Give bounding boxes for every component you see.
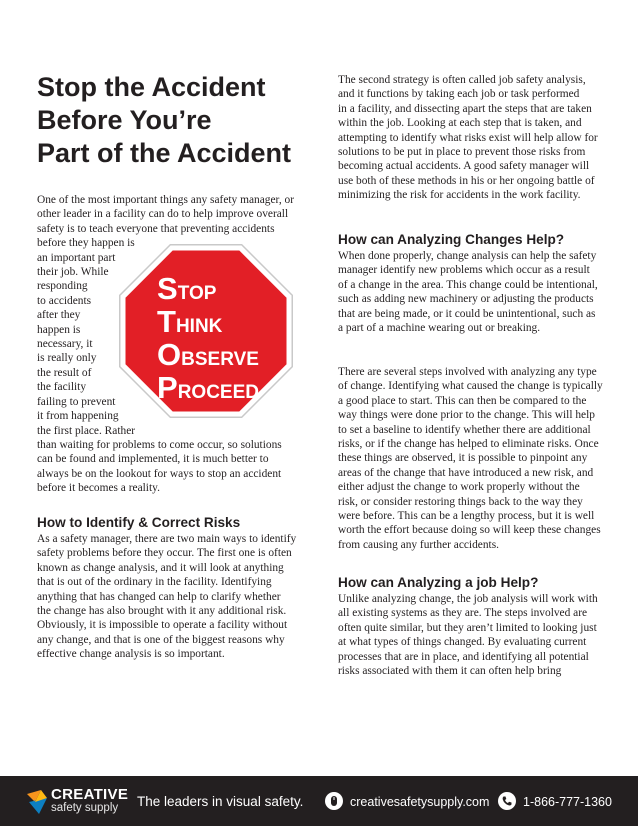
text-line: happen is	[37, 323, 81, 336]
text-line: always be on the lookout for ways to stop an accident	[37, 467, 282, 480]
text-line: of a change in the area. This change could be intentional,	[338, 278, 598, 291]
text-line: that is out of the ordinary in the facility. Identifying	[37, 576, 272, 589]
text-line: known as change analysis, and it will look at anything	[37, 561, 284, 574]
text-line: their job. While	[37, 266, 109, 279]
text-line: of change. Identifying what caused the change is typically	[338, 380, 603, 393]
text-line: any change, and that is one of the biggest reasons why	[37, 633, 285, 646]
text-line: other leader in a facility can do to help improve overall	[37, 208, 289, 221]
analyzing-changes-paragraph-1	[338, 249, 610, 335]
page-title	[37, 71, 317, 170]
text-line: way things were done prior to the change. This will help	[338, 409, 595, 422]
text-line: often quite similar, but they aren’t limited to looking just	[338, 621, 597, 634]
text-line: an important part	[37, 251, 116, 264]
stop-sign-initial: T	[157, 304, 176, 339]
analyzing-job-paragraph	[338, 592, 610, 678]
text-line: such as adding new machinery or adjusting the products	[338, 293, 594, 306]
text-line: necessary, it	[37, 338, 93, 351]
section-heading-analyzing-changes: How can Analyzing Changes Help?	[338, 232, 565, 247]
text-line: responding	[37, 280, 88, 293]
stop-sign-rest: TOP	[177, 283, 217, 304]
text-line: Unlike analyzing change, the job analysis will work with	[338, 593, 598, 605]
section-heading-identify-risks: How to Identify & Correct Risks	[37, 515, 241, 530]
text-line: When done properly, change analysis can help the safety	[338, 250, 597, 262]
brand-subtitle: safety supply	[51, 802, 119, 814]
text-line: a part of a machine wearing out or breaking.	[338, 322, 541, 335]
text-line: either adjust the change to work properly without the	[338, 481, 580, 494]
text-line: safety is to teach everyone that preventing accidents	[37, 222, 275, 235]
text-line: can be found and implemented, it is much better to	[37, 453, 269, 466]
stop-sign-rest: ROCEED	[177, 382, 259, 403]
text-line: the first place. Rather	[37, 424, 136, 437]
text-line: it from happening	[37, 410, 119, 423]
mouse-icon	[325, 792, 343, 810]
stop-sign-rest: HINK	[175, 316, 223, 337]
text-line: than waiting for problems to come occur, so solutions	[37, 438, 282, 451]
stop-sign-graphic	[119, 244, 293, 418]
text-line: the change has also brought with it any additional risk.	[37, 605, 287, 618]
text-line: to accidents	[37, 294, 92, 307]
text-line: and it functions by taking each job or task performed	[338, 88, 580, 101]
text-line: at what types of things changed. By evaluating current	[338, 636, 587, 649]
text-line: the result of	[37, 366, 92, 379]
text-line: becoming actual accidents. A good safety manager will	[338, 160, 590, 173]
text-line: from causing any further accidents.	[338, 538, 499, 551]
job-safety-analysis-paragraph	[338, 73, 610, 203]
text-line: anything that has changed can help to clarify whether	[37, 590, 281, 603]
text-line: to set a baseline to identify whether there are additional	[338, 423, 591, 436]
text-line: As a safety manager, there are two main ways to identify	[37, 533, 297, 545]
text-line: before they happen is	[37, 237, 135, 250]
creative-logo-icon	[27, 790, 49, 814]
stop-sign-rest: BSERVE	[181, 349, 259, 370]
footer-tagline: The leaders in visual safety.	[137, 794, 304, 809]
phone-icon	[498, 792, 516, 810]
stop-sign-initial: O	[157, 337, 182, 372]
footer-phone-number[interactable]: 1-866-777-1360	[523, 795, 612, 809]
text-line: use both of these methods in his or her ongoing battle of	[338, 174, 595, 187]
text-line: within the job. Looking at each step that is taken, and	[338, 117, 582, 130]
text-line: these things are observed, it is possible to pinpoint any	[338, 452, 588, 465]
title-line-3: Part of the Accident	[37, 138, 292, 168]
section-identify-risks-paragraph	[37, 532, 307, 662]
text-line: The second strategy is often called job safety analysis,	[338, 74, 586, 86]
text-line: that are being made, or it could be unintentional, such as	[338, 307, 596, 320]
title-line-1: Stop the Accident	[37, 72, 266, 102]
text-line: all existing systems as they are. The steps involved are	[338, 607, 588, 620]
text-line: solutions to be put in place to prevent those risks from	[338, 146, 586, 159]
text-line: attempting to identify what risks exist will help allow for	[338, 131, 598, 144]
text-line: worth the effort because doing so will keep these changes	[338, 524, 601, 537]
text-line: processes that are in place, and identifying all potential	[338, 650, 589, 663]
text-line: minimizing the risk for accidents in the work facility.	[338, 189, 581, 202]
section-heading-analyzing-job: How can Analyzing a job Help?	[338, 575, 539, 590]
text-line: Obviously, it is impossible to operate a facility without	[37, 619, 288, 632]
footer-bar	[0, 776, 638, 826]
text-line: areas of the change that have introduced a new risk, and	[338, 466, 594, 479]
text-line: effective change analysis is so important.	[37, 648, 225, 661]
text-line: after they	[37, 309, 81, 322]
text-line: There are several steps involved with analyzing any type	[338, 366, 597, 378]
text-line: the facility	[37, 381, 87, 394]
text-line: in a facility, and dissecting apart the steps that are taken	[338, 102, 592, 115]
text-line: before it becomes a reality.	[37, 482, 160, 495]
footer-website-link[interactable]: creativesafetysupply.com	[350, 795, 490, 809]
text-line: manager identify new problems which occur as a result	[338, 264, 590, 277]
title-line-2: Before You’re	[37, 105, 212, 135]
text-line: safety problems before they occur. The first one is often	[37, 547, 292, 560]
text-line: risk, or consider restoring things back to the way they	[338, 495, 583, 508]
stop-sign-initial: P	[157, 370, 178, 405]
text-line: is really only	[37, 352, 97, 365]
text-line: One of the most important things any safety manager, or	[37, 194, 295, 206]
analyzing-changes-paragraph-2	[338, 365, 610, 552]
text-line: were before. This can be a lengthy process, but it is well	[338, 510, 595, 523]
text-line: failing to prevent	[37, 395, 116, 408]
text-line: risks, or if the change has helped to eliminate risks. Once	[338, 438, 599, 451]
text-line: risks associated with them it can often help bring	[338, 665, 562, 678]
stop-sign-initial: S	[157, 271, 178, 306]
text-line: a good place to start. This can then be compared to the	[338, 394, 587, 407]
brand-name: CREATIVE	[51, 786, 129, 803]
